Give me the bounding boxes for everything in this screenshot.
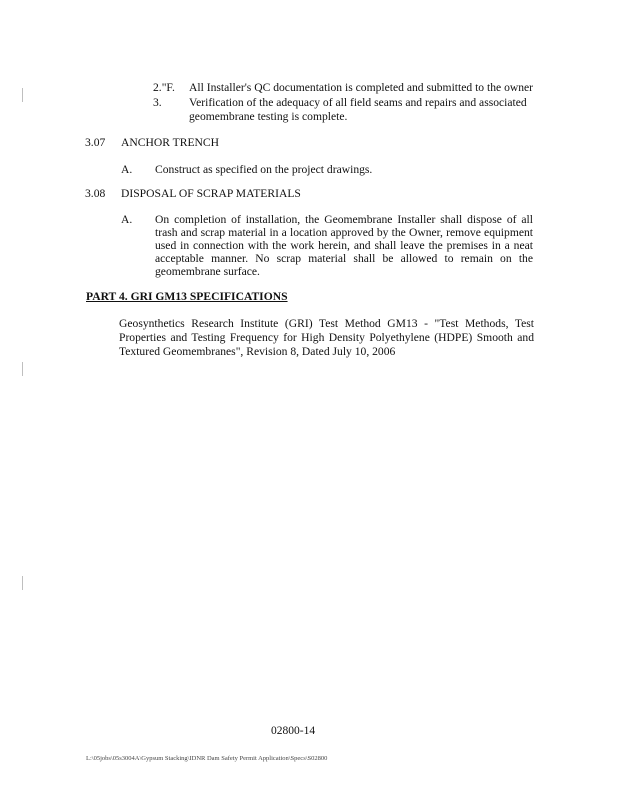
list-item-number: 3. xyxy=(153,96,162,109)
scan-margin-mark xyxy=(22,362,23,376)
section-number: 3.07 xyxy=(85,136,106,149)
paragraph-line: used in connection with the work herein, and shall leave the premises in a neat xyxy=(155,239,533,252)
section-title: DISPOSAL OF SCRAP MATERIALS xyxy=(121,187,301,200)
section-number: 3.08 xyxy=(85,187,106,200)
list-item-number: 2."F. xyxy=(153,81,175,94)
section-title: ANCHOR TRENCH xyxy=(121,136,220,149)
list-item-text: All Installer's QC documentation is completed and submitted to the owner xyxy=(189,81,534,94)
item-letter: A. xyxy=(121,163,133,176)
disposal-paragraph xyxy=(155,213,533,278)
paragraph-line: acceptable manner. No scrap material shall be allowed to remain on the xyxy=(155,252,533,265)
paragraph-line: geomembrane surface. xyxy=(155,265,260,278)
scan-margin-mark xyxy=(22,88,23,102)
part4-paragraph xyxy=(119,317,534,359)
paragraph-line: Textured Geomembranes", Revision 8, Dated July 10, 2006 xyxy=(119,345,396,358)
paragraph-line: Geosynthetics Research Institute (GRI) Test Method GM13 - "Test Methods, Test xyxy=(119,317,534,330)
item-text: Construct as specified on the project drawings. xyxy=(155,163,373,176)
list-item-text: Verification of the adequacy of all field seams and repairs and associated xyxy=(189,96,527,109)
paragraph-line: trash and scrap material in a location approved by the Owner, remove equipment xyxy=(155,226,533,239)
part-heading: PART 4. GRI GM13 SPECIFICATIONS xyxy=(86,290,288,303)
file-path-footer: L:\05jobs\05s3004A\Gypsum Stacking\IDNR Dam Safety Permit Application\Specs\S02800 xyxy=(86,755,328,762)
scan-margin-mark xyxy=(22,576,23,590)
list-item-text: geomembrane testing is complete. xyxy=(189,110,348,123)
item-letter: A. xyxy=(121,213,133,226)
page-number: 02800-14 xyxy=(271,725,316,737)
paragraph-line: On completion of installation, the Geomembrane Installer shall dispose of all xyxy=(155,213,533,226)
paragraph-line: Properties and Testing Frequency for High Density Polyethylene (HDPE) Smooth and xyxy=(119,331,534,344)
